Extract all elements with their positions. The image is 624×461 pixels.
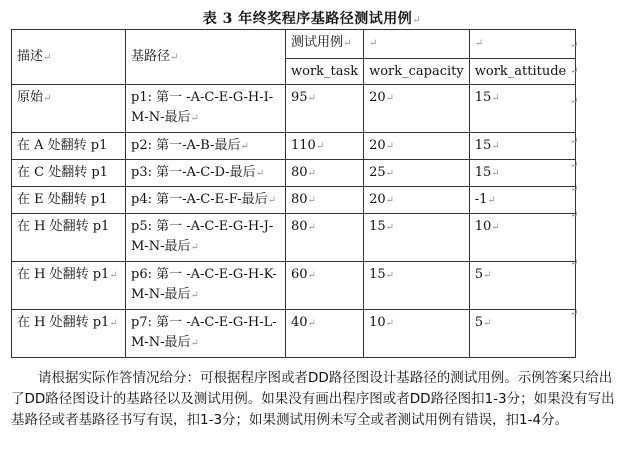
cell-work-attitude: 15↵ [469, 85, 575, 133]
header-desc: 描述↵ [12, 30, 126, 85]
cell-work-task: 40↵ [286, 310, 364, 358]
cell-path: p5: 第一 -A-C-E-G-H-J-M-N-最后↵ [126, 214, 286, 262]
cell-desc: 在 E 处翻转 p1 [12, 187, 126, 214]
cell-work-capacity: 10↵ [364, 310, 470, 358]
header-blank-1: ↵ [364, 30, 470, 59]
cell-path: p6: 第一 -A-C-E-G-H-K-M-N-最后↵ [126, 262, 286, 310]
cell-desc: 在 H 处翻转 p1↵ [12, 262, 126, 310]
row-end-mark: ↵ [570, 96, 579, 107]
paragraph-mark: ↵ [412, 15, 422, 26]
table-caption [0, 8, 624, 28]
header-blank-2: ↵ [469, 30, 575, 59]
cell-work-task: 110↵ [286, 133, 364, 160]
table-row [12, 214, 576, 262]
header-row-1 [12, 30, 576, 59]
table-row [12, 85, 576, 133]
cell-desc: 在 H 处翻转 p1↵ [12, 310, 126, 358]
row-end-mark: ↵ [570, 184, 579, 195]
table-row [12, 310, 576, 358]
cell-work-capacity: 20↵ [364, 85, 470, 133]
cell-work-attitude: 5↵ [469, 310, 575, 358]
header-path: 基路径↵ [126, 30, 286, 85]
cell-work-task: 80↵ [286, 160, 364, 187]
table-row [12, 133, 576, 160]
cell-desc: 在 H 处翻转 p1 [12, 214, 126, 262]
cell-work-task: 95↵ [286, 85, 364, 133]
cell-path: p7: 第一 -A-C-E-G-H-L-M-N-最后↵ [126, 310, 286, 358]
cell-work-task: 80↵ [286, 214, 364, 262]
cell-work-task: 60↵ [286, 262, 364, 310]
row-end-mark: ↵ [570, 66, 579, 77]
cell-desc: 在 C 处翻转 p1 [12, 160, 126, 187]
cell-work-attitude: 10↵ [469, 214, 575, 262]
cell-work-capacity: 15↵ [364, 214, 470, 262]
cell-path: p1: 第一 -A-C-E-G-H-I-M-N-最后↵ [126, 85, 286, 133]
table-row [12, 187, 576, 214]
table-row [12, 262, 576, 310]
table-row [12, 160, 576, 187]
grading-note: 请根据实际作答情况给分：可根据程序图或者DD路径图设计基路径的测试用例。示例答案只给出了DD路径图设计的基路径以及测试用例。如果没有画出程序图或者DD路径图扣1-3分；如果没有写出基路径或者基路径书写有误，扣1-3分；如果测试用例未写全或者测试用例有错误，扣1-4分。 [11, 370, 615, 428]
cell-desc: 在 A 处翻转 p1 [12, 133, 126, 160]
cell-work-capacity: 20↵ [364, 187, 470, 214]
row-end-mark: ↵ [570, 40, 579, 51]
header-test-case: 测试用例↵ [286, 30, 364, 59]
cell-path: p2: 第一-A-B-最后↵ [126, 133, 286, 160]
caption-text: 表 3 年终奖程序基路径测试用例 [202, 11, 413, 27]
row-end-mark: ↵ [570, 160, 579, 171]
cell-desc: 原始↵ [12, 85, 126, 133]
cell-work-attitude: 15↵ [469, 133, 575, 160]
cell-work-capacity: 15↵ [364, 262, 470, 310]
row-end-mark: ↵ [570, 136, 579, 147]
cell-work-attitude: 5↵ [469, 262, 575, 310]
row-end-mark: ↵ [570, 210, 579, 221]
cell-work-capacity: 25↵ [364, 160, 470, 187]
row-end-mark: ↵ [570, 258, 579, 269]
test-case-table [11, 29, 579, 358]
row-end-mark: ↵ [570, 308, 579, 319]
header-work-attitude: work_attitude [469, 59, 575, 85]
cell-work-attitude: 15↵ [469, 160, 575, 187]
cell-path: p3: 第一-A-C-D-最后↵ [126, 160, 286, 187]
cell-work-capacity: 20↵ [364, 133, 470, 160]
header-work-capacity: work_capacity [364, 59, 470, 85]
cell-work-attitude: -1↵ [469, 187, 575, 214]
cell-path: p4: 第一-A-C-E-F-最后↵ [126, 187, 286, 214]
header-work-task: work_task [286, 59, 364, 85]
cell-work-task: 80↵ [286, 187, 364, 214]
